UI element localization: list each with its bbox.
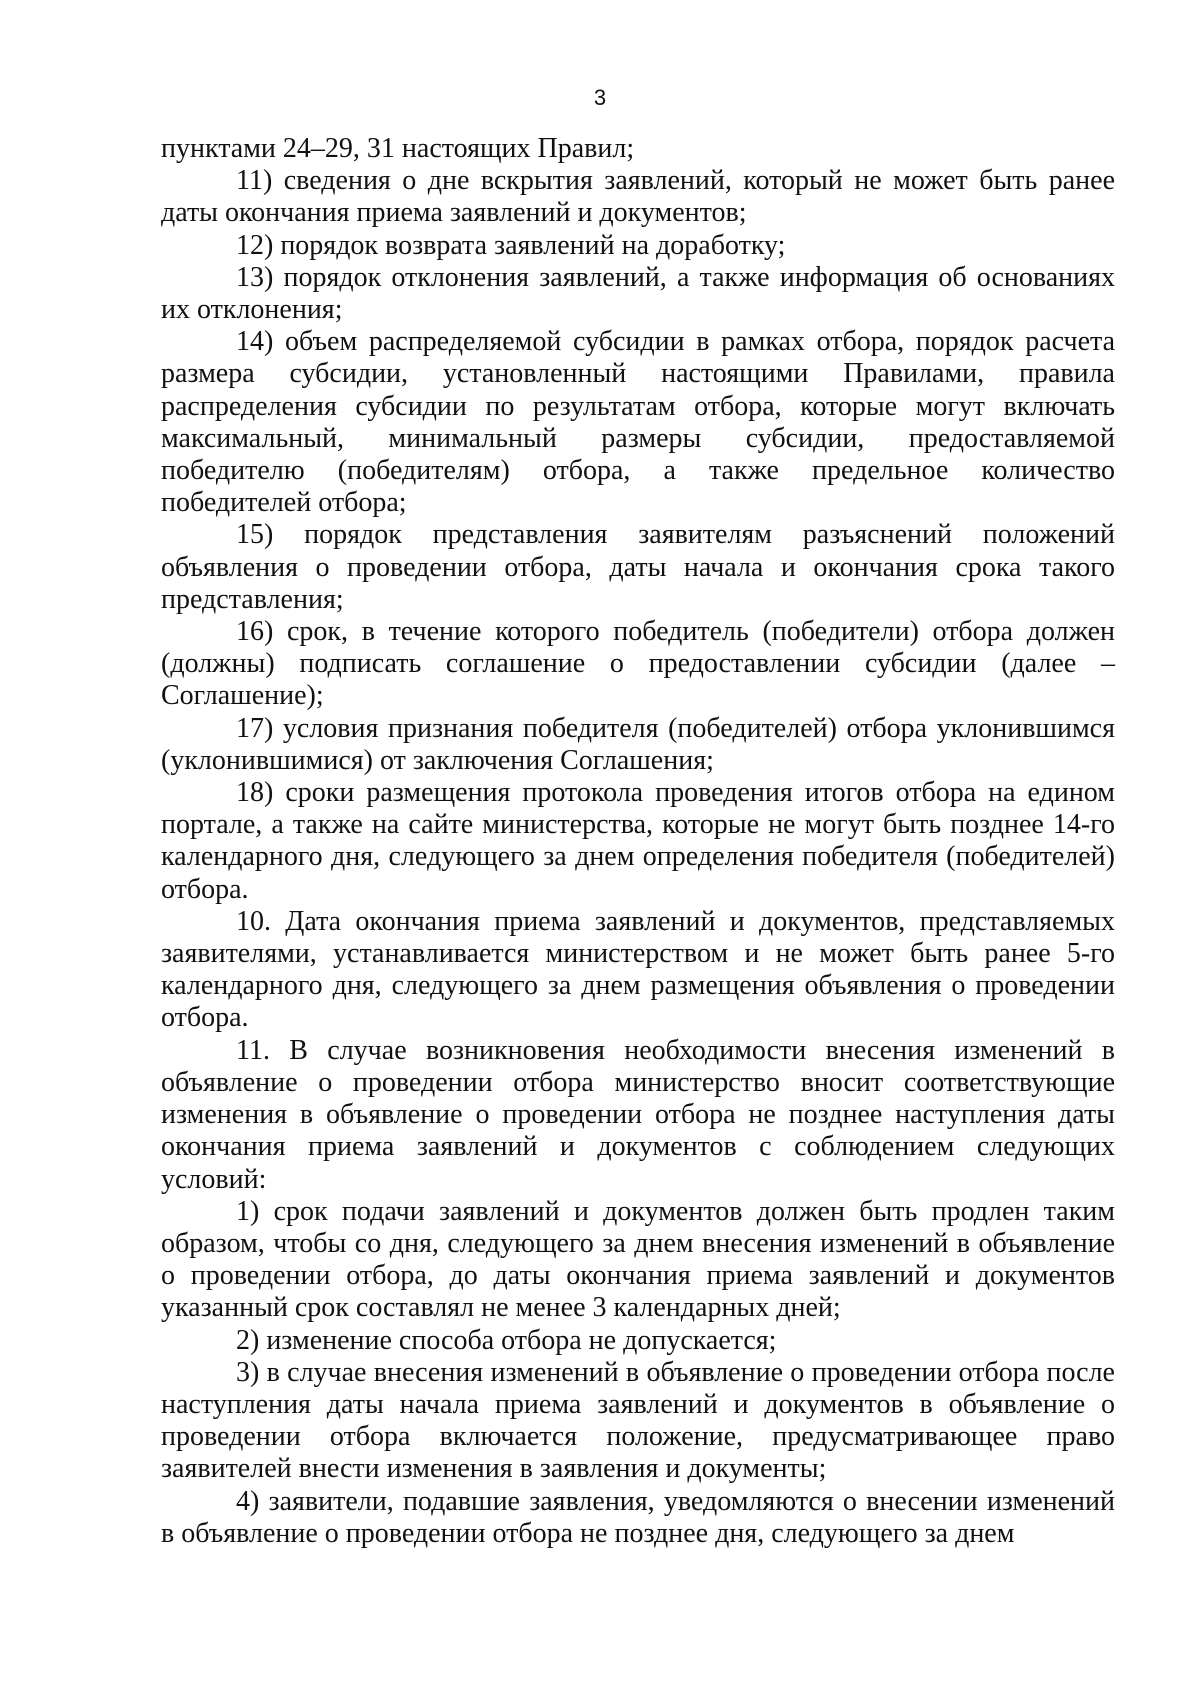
- list-item-16: 16) срок, в течение которого победитель (победители) отбора должен (должны) подписать соглашение о предоставлении субсидии (далее – Соглашение);: [161, 616, 1115, 712]
- list-item-15: 15) порядок представления заявителям разъяснений положений объявления о проведении отбора, даты начала и окончания срока такого представления;: [161, 519, 1115, 615]
- paragraph-continuation: пунктами 24–29, 31 настоящих Правил;: [161, 133, 635, 164]
- clause-11: 11. В случае возникновения необходимости внесения изменений в объявление о проведении отбора министерство вносит соответствующие изменения в объявление о проведении отбора не позднее наступления даты окончания приема заявлений и документов с соблюдением следующих условий:: [161, 1034, 1115, 1195]
- clause-10: 10. Дата окончания приема заявлений и документов, представляемых заявителями, устанавливается министерством и не может быть ранее 5-го календарного дня, следующего за днем размещения объявления о проведении отбора.: [161, 905, 1115, 1034]
- list-item-14: 14) объем распределяемой субсидии в рамках отбора, порядок расчета размера субсидии, установленный настоящими Правилами, правила распределения субсидии по результатам отбора, которые могут включать максимальный, минимальный размеры субсидии, предоставляемой победителю (победителям) отбора, а также предельное количество победителей отбора;: [161, 326, 1115, 519]
- list-item-13: 13) порядок отклонения заявлений, а также информация об основаниях их отклонения;: [161, 261, 1115, 326]
- list-item-17: 17) условия признания победителя (победителей) отбора уклонившимся (уклонившимися) от заключения Соглашения;: [161, 712, 1115, 776]
- subclause-4: 4) заявители, подавшие заявления, уведомляются о внесении изменений в объявление о проведении отбора не позднее дня, следующего за днем: [161, 1485, 1115, 1549]
- list-item-12: 12) порядок возврата заявлений на доработку;: [236, 229, 786, 261]
- list-item-18: 18) сроки размещения протокола проведения итогов отбора на едином портале, а также на сайте министерства, которые не могут быть позднее 14-го календарного дня, следующего за днем определения победителя (победителей) отбора.: [161, 777, 1115, 905]
- subclause-1: 1) срок подачи заявлений и документов должен быть продлен таким образом, чтобы со дня, следующего за днем внесения изменений в объявление о проведении отбора, до даты окончания приема заявлений и документов указанный срок составлял не менее 3 календарных дней;: [161, 1195, 1115, 1324]
- list-item-11: 11) сведения о дне вскрытия заявлений, который не может быть ранее даты окончания приема заявлений и документов;: [161, 165, 1115, 229]
- document-text: [161, 133, 1115, 1550]
- subclause-2: 2) изменение способа отбора не допускается;: [236, 1324, 777, 1356]
- page-number: 3: [593, 85, 607, 110]
- subclause-3: 3) в случае внесения изменений в объявление о проведении отбора после наступления даты начала приема заявлений и документов в объявление о проведении отбора включается положение, предусматривающее право заявителей внести изменения в заявления и документы;: [161, 1356, 1115, 1485]
